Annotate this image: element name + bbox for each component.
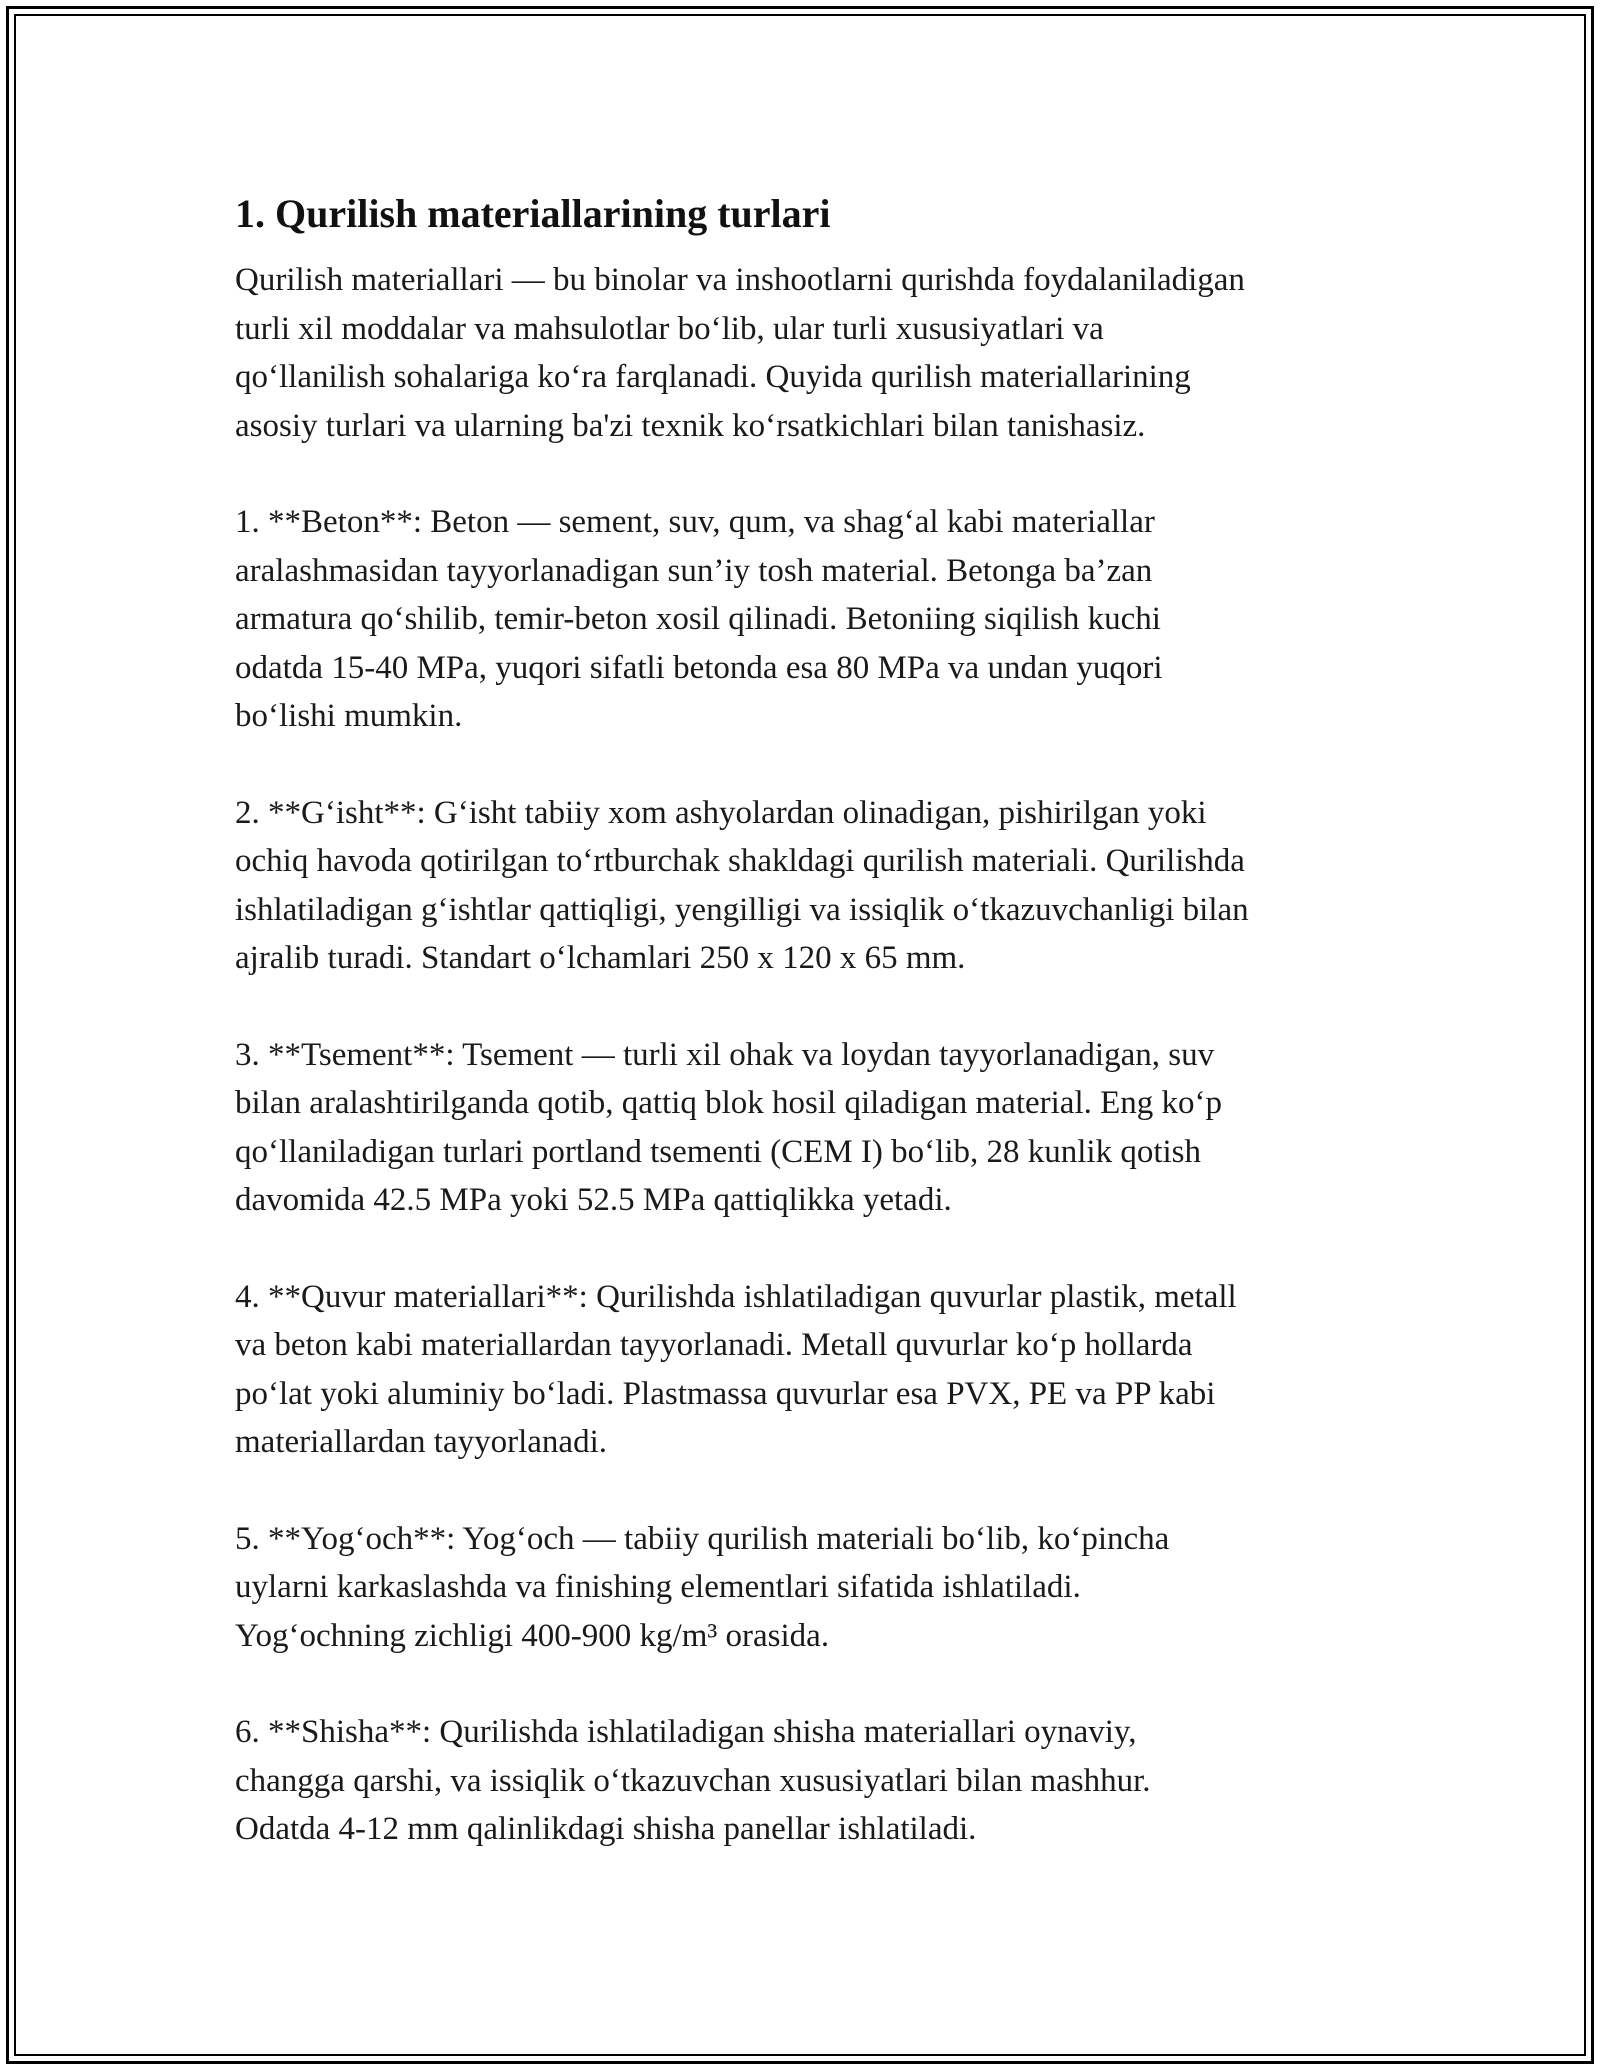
text-line: 5. **Yog‘och**: Yog‘och — tabiiy qurilish materiali bo‘lib, ko‘pincha xyxy=(235,1520,1170,1557)
text-line: changga qarshi, va issiqlik o‘tkazuvchan xususiyatlari bilan mashhur. xyxy=(235,1762,1151,1799)
text-line: asosiy turlari va ularning ba'zi texnik ko‘rsatkichlari bilan tanishasiz. xyxy=(235,407,1146,444)
text-line: po‘lat yoki aluminiy bo‘ladi. Plastmassa quvurlar esa PVX, PE va PP kabi xyxy=(235,1375,1216,1412)
text-line: ajralib turadi. Standart o‘lchamlari 250 x 120 x 65 mm. xyxy=(235,940,966,976)
text-line: materiallardan tayyorlanadi. xyxy=(235,1424,607,1460)
section-heading: 1. Qurilish materiallarining turlari xyxy=(235,191,831,236)
item-yogoch-paragraph xyxy=(235,1515,1385,1661)
text-line: va beton kabi materiallardan tayyorlanadi. Metall quvurlar ko‘p hollarda xyxy=(235,1327,1193,1363)
text-line: davomida 42.5 MPa yoki 52.5 MPa qattiqlikka yetadi. xyxy=(235,1182,952,1218)
text-line: ishlatiladigan g‘ishtlar qattiqligi, yengilligi va issiqlik o‘tkazuvchanligi bilan xyxy=(235,891,1249,928)
text-line: 2. **G‘isht**: G‘isht tabiiy xom ashyolardan olinadigan, pishirilgan yoki xyxy=(235,794,1207,831)
item-gisht-paragraph xyxy=(235,789,1385,983)
text-line: qo‘llanilish sohalariga ko‘ra farqlanadi. Quyida qurilish materiallarining xyxy=(235,359,1191,395)
text-line: Yog‘ochning zichligi 400-900 kg/m³ orasida. xyxy=(235,1617,830,1654)
text-line: bilan aralashtirilganda qotib, qattiq blok hosil qiladigan material. Eng ko‘p xyxy=(235,1085,1223,1121)
text-line: 4. **Quvur materiallari**: Qurilishda ishlatiladigan quvurlar plastik, metall xyxy=(235,1278,1237,1315)
text-line: turli xil moddalar va mahsulotlar bo‘lib, ular turli xususiyatlari va xyxy=(235,310,1104,347)
document-body xyxy=(235,186,1385,1902)
text-line: 6. **Shisha**: Qurilishda ishlatiladigan shisha materiallari oynaviy, xyxy=(235,1714,1137,1750)
text-line: aralashmasidan tayyorlanadigan sun’iy tosh material. Betonga ba’zan xyxy=(235,552,1153,589)
text-line: odatda 15-40 MPa, yuqori sifatli betonda esa 80 MPa va undan yuqori xyxy=(235,649,1163,686)
text-line: Odatda 4-12 mm qalinlikdagi shisha panellar ishlatiladi. xyxy=(235,1811,977,1847)
intro-paragraph xyxy=(235,256,1385,450)
text-line: Qurilish materiallari — bu binolar va inshootlarni qurishda foydalaniladigan xyxy=(235,262,1245,298)
text-line: uylarni karkaslashda va finishing elementlari sifatida ishlatiladi. xyxy=(235,1569,1081,1605)
item-tsement-paragraph xyxy=(235,1031,1385,1225)
item-shisha-paragraph xyxy=(235,1708,1385,1854)
text-line: armatura qo‘shilib, temir-beton xosil qilinadi. Betoniing siqilish kuchi xyxy=(235,601,1161,637)
item-quvur-paragraph xyxy=(235,1273,1385,1467)
text-line: 3. **Tsement**: Tsement — turli xil ohak va loydan tayyorlanadigan, suv xyxy=(235,1036,1215,1073)
item-beton-paragraph xyxy=(235,498,1385,741)
text-line: bo‘lishi mumkin. xyxy=(235,698,463,734)
text-line: ochiq havoda qotirilgan to‘rtburchak shakldagi qurilish materiali. Qurilishda xyxy=(235,843,1245,879)
text-line: qo‘llaniladigan turlari portland tsementi (CEM I) bo‘lib, 28 kunlik qotish xyxy=(235,1133,1202,1170)
text-line: 1. **Beton**: Beton — sement, suv, qum, va shag‘al kabi materiallar xyxy=(235,504,1155,540)
